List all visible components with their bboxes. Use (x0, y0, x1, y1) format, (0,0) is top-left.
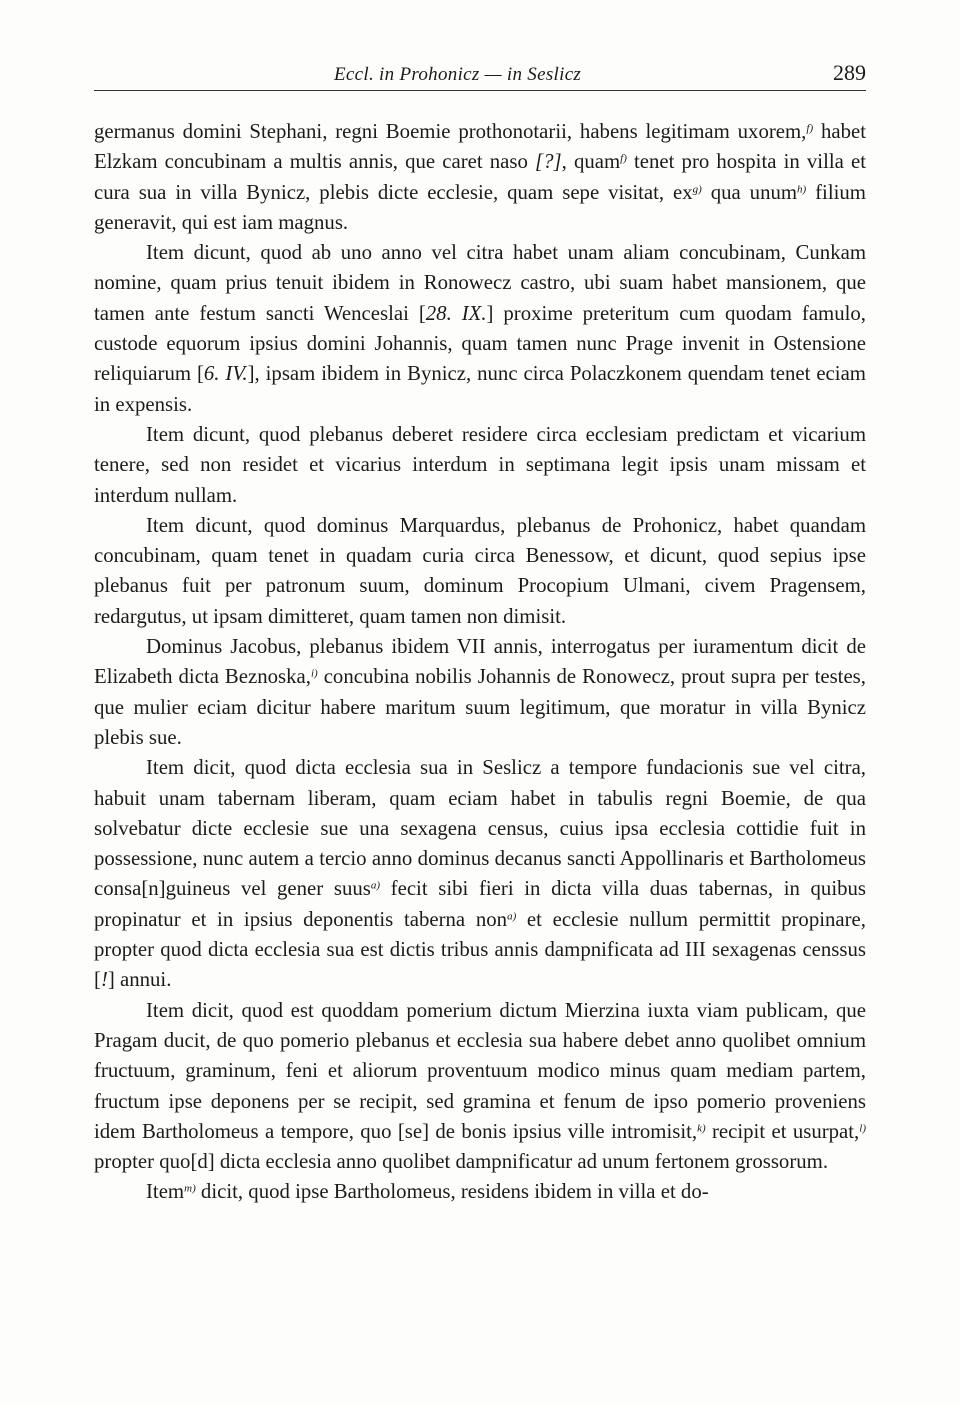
text-run: concubina nobilis Johannis de Ronowecz, prout supra per testes, que mulier eciam dicitur habere maritum suum legitimum, que moratur in villa Bynicz plebis sue. (94, 665, 866, 749)
italic-text: 28. IX. (425, 301, 487, 325)
text-run: Dominus Jacobus, plebanus ibidem VII annis, interrogatus per iuramentum dicit de Elizabeth dicta Beznoska, (94, 635, 866, 689)
text-run: Item dicunt, quod dominus Marquardus, plebanus de Prohonicz, habet quandam concubinam, quam tenet in quadam curia circa Benessow, et dicunt, quod sepius ipse plebanus fuit per patronum suum, dominum Procopium Ulmani, civem Pragensem, redargutus, ut ipsam dimitteret, quam tamen non dimisit. (94, 513, 866, 628)
text-run: Item dicunt, quod plebanus deberet residere circa ecclesiam predictam et vicarium tenere, sed non residet et vicarius interdum in septimana legit ipsis unam missam et interdum nullam. (94, 422, 866, 507)
footnote-marker: l) (859, 1122, 866, 1135)
paragraph (94, 753, 866, 995)
text-run: ] annui. (107, 968, 172, 992)
footnote-marker: g) (692, 183, 702, 195)
footnote-marker: a) (507, 910, 517, 923)
running-title: Eccl. in Prohonicz — in Seslicz (334, 64, 582, 85)
body-text (94, 117, 866, 1208)
text-run: Item (146, 1180, 185, 1204)
text-run: qua unum (701, 180, 798, 204)
text-run: filium generavit, qui est iam magnus. (94, 180, 866, 234)
footnote-marker: k) (697, 1122, 706, 1135)
text-run: germanus domini Stephani, regni Boemie prothonotarii, habens legitimam uxorem, (94, 120, 807, 143)
italic-text: 6. IV. (203, 362, 248, 386)
paragraph (94, 511, 866, 632)
paragraph (94, 1177, 866, 1207)
footnote-marker: a) (370, 879, 381, 892)
text-run: et ecclesie nullum permittit propinare, propter quod dicta ecclesia sua est dictis tribus annis dampnificata ad III sexagenas censsus [ (94, 907, 866, 992)
paragraph (94, 632, 866, 753)
text-run: recipit et usurpat, (705, 1119, 860, 1143)
text-run: Item dicit, quod est quoddam pomerium dictum Mierzina iuxta viam publicam, que Pragam ducit, de quo pomerio plebanus et ecclesia sua habere debet anno quolibet omnium fructuum, graminum, feni et aliorum proventuum modico minus quam mediam partem, fructum ipse deponens per se recipit, sed gramina et fenum de ipso pomerio proveniens idem Bartholomeus a tempore, quo [se] de bonis ipsius ville intromisit, (94, 998, 866, 1143)
text-run: tenet pro hospita in villa et cura sua in villa Bynicz, plebis dicte ecclesie, quam sepe visitat, ex (94, 150, 866, 204)
footnote-marker: f) (620, 152, 627, 165)
text-run: propter quo[d] dicta ecclesia anno quolibet dampnificatur ad unum fertonem grossorum. (94, 1150, 829, 1174)
footnote-marker: m) (184, 1182, 196, 1195)
paragraph (94, 117, 866, 238)
paragraph (94, 420, 866, 511)
text-run: ], ipsam ibidem in Bynicz, nunc circa Polaczkonem quendam tenet eciam in expensis. (94, 362, 866, 416)
paragraph (94, 238, 866, 420)
italic-text: ! (100, 968, 108, 992)
page-number: 289 (833, 60, 866, 85)
text-run: habet Elzkam concubinam a multis annis, que caret naso (94, 120, 866, 174)
paragraph (94, 996, 866, 1178)
text-run: Item dicit, quod dicta ecclesia sua in Seslicz a tempore fundacionis sue vel citra, habuit unam tabernam liberam, quam eciam habet in tabulis regni Boemie, de qua solvebatur dicte ecclesie sue una sexagena census, cuius ipsa ecclesia cottidie fuit in possessione, nunc autem a tercio anno dominus decanus sancti Appollinaris et Bartholomeus consa[n]guineus vel gener suus (94, 756, 866, 901)
text-run: Item dicunt, quod ab uno anno vel citra habet unam aliam concubinam, Cunkam nomine, quam prius tenuit ibidem in Ronowecz castro, ubi suam habet mansionem, que tamen ante festum sancti Wenceslai [ (94, 241, 866, 325)
header-rule (94, 90, 866, 91)
footnote-marker: i) (310, 667, 318, 680)
text-run: dicit, quod ipse Bartholomeus, residens ibidem in villa et do- (195, 1180, 709, 1204)
page-header (94, 60, 866, 94)
footnote-marker: f) (806, 122, 814, 135)
text-run: fecit sibi fieri in dicta villa duas tabernas, in quibus propinatur et in ipsius deponentis taberna non (94, 877, 866, 931)
italic-text: [?] (535, 150, 562, 174)
footnote-marker: h) (797, 183, 807, 195)
text-run: , quam (561, 150, 621, 174)
text-run: ] proxime preteritum cum quodam famulo, custode equorum ipsius domini Johannis, quam tamen nunc Prage invenit in Ostensione reliquiarum [ (94, 301, 866, 386)
